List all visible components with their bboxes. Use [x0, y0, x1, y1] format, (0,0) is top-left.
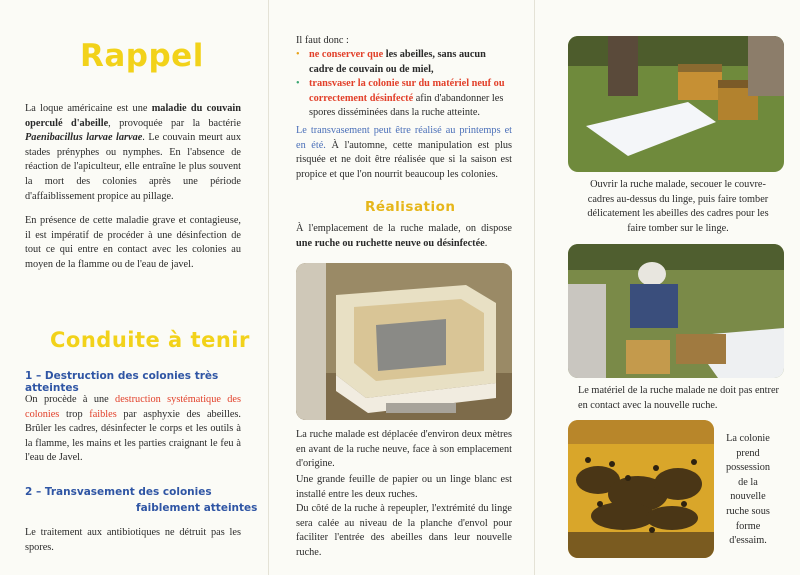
- section-2-title-line1: 2 – Transvasement des colonies: [25, 486, 212, 498]
- caption-material-contact: Le matériel de la ruche malade ne doit pas entrer en contact avec la nouvelle ruche.: [578, 385, 779, 411]
- title-rappel: Rappel: [80, 38, 204, 74]
- sheet-illustration: [568, 36, 784, 172]
- realisation-bold: une ruche ou ruchette neuve ou désinfectée: [296, 237, 485, 249]
- season-paragraph: [296, 124, 512, 182]
- s1-red: faibles: [89, 408, 117, 420]
- bacteria-name: Paenibacillus larvae larvae: [25, 132, 143, 144]
- intro-bold: maladie du couvain operculé d'abeille: [25, 103, 241, 129]
- bullet-rest: afin d'abandonner les spores disséminées dans la ruche atteinte.: [309, 92, 504, 119]
- caption-swarm: La colonie prend possession de la nouvelle ruche sous forme d'essaim.: [725, 433, 771, 547]
- realisation-plain: .: [484, 237, 488, 249]
- heading-realisation: Réalisation: [365, 199, 456, 215]
- panel-middle: [268, 0, 534, 575]
- caption-landing-board: Du côté de la ruche à repeupler, l'extrémité du linge sera calée au niveau de la planche d'envol pour faciliter l'entrée des abeilles dans leur nouvelle ruche.: [296, 503, 512, 558]
- bullet-item-2: [296, 77, 512, 121]
- intro-text: . Le couvain meurt aux stades prényphes ou nymphes. En l'absence de réaction de l'apiculteur, elle entraîne le plus souvent la mort des colonies après une période d'affaiblissement propice au pillage.: [25, 132, 241, 202]
- s1-text: On procède à une: [25, 394, 116, 405]
- section-1-text: [25, 393, 241, 466]
- caption-shake-frames: Ouvrir la ruche malade, secouer le couvre-cadres au-dessus du linge, puis faire tomber délicatement les abeilles des cadres pour les faire tomber sur le linge.: [587, 179, 769, 234]
- photo-new-hive: [296, 263, 512, 420]
- bullet-rest: les abeilles, sans aucun cadre de couvain ou de miel,: [309, 49, 486, 75]
- photo-beekeeper: [568, 244, 784, 378]
- bullet-red: ne conserver que: [309, 49, 384, 60]
- bullet-red: transvaser la colonie sur du matériel neuf ou correctement désinfecté: [309, 78, 505, 104]
- s1-red: destruction systématique des colonies: [25, 394, 242, 420]
- beekeeper-illustration: [568, 244, 784, 378]
- s1-text: trop: [59, 408, 90, 420]
- intro-text: Il faut donc :: [296, 35, 349, 46]
- section-2-title-line2: faiblement atteintes: [136, 502, 258, 514]
- heading-conduite: Conduite à tenir: [50, 328, 250, 352]
- realisation-plain: À l'emplacement de la ruche malade, on dispose: [296, 223, 512, 234]
- intro-text: La loque américaine est une: [25, 103, 152, 114]
- panel-left: [0, 0, 268, 575]
- realisation-text: [296, 222, 512, 251]
- paragraph-2: En présence de cette maladie grave et contagieuse, il est impératif de procéder à une désinfection de tout ce qui entre en contact avec les colonies au moyen de la flamme ou de l'eau de javel.: [25, 215, 241, 270]
- bullet-list: [296, 48, 512, 121]
- photo-sheet-between-hives: [568, 36, 784, 172]
- section-2-text: Le traitement aux antibiotiques ne détruit pas les spores.: [25, 527, 241, 553]
- section-1-title: 1 – Destruction des colonies très atteintes: [25, 370, 219, 394]
- bullet-item-1: [296, 48, 512, 77]
- intro-text: , provoquée par la bactérie: [108, 117, 241, 129]
- s1-text: par asphyxie des abeilles. Brûler les cadres, désinfecter le corps et les outils à la flamme, les mains et les parties craignant le feu à l'eau de Javel.: [25, 408, 241, 464]
- season-blue: Le transvasement peut être réalisé au printemps et en été.: [296, 125, 512, 151]
- new-hive-illustration: [296, 263, 512, 420]
- photo-swarm: [568, 420, 714, 558]
- season-rest: À l'automne, cette manipulation est plus risquée et ne doit être réalisée que si la saison est propice et que l'on nourrit beaucoup les colonies.: [296, 139, 512, 180]
- swarm-illustration: [568, 420, 714, 558]
- panel-right: [534, 0, 800, 575]
- intro-paragraph: [25, 102, 241, 204]
- caption-paper-sheet: Une grande feuille de papier ou un linge blanc est installé entre les deux ruches.: [296, 474, 512, 500]
- caption-move-hive: La ruche malade est déplacée d'environ deux mètres en avant de la ruche neuve, face à son emplacement d'origine.: [296, 429, 512, 470]
